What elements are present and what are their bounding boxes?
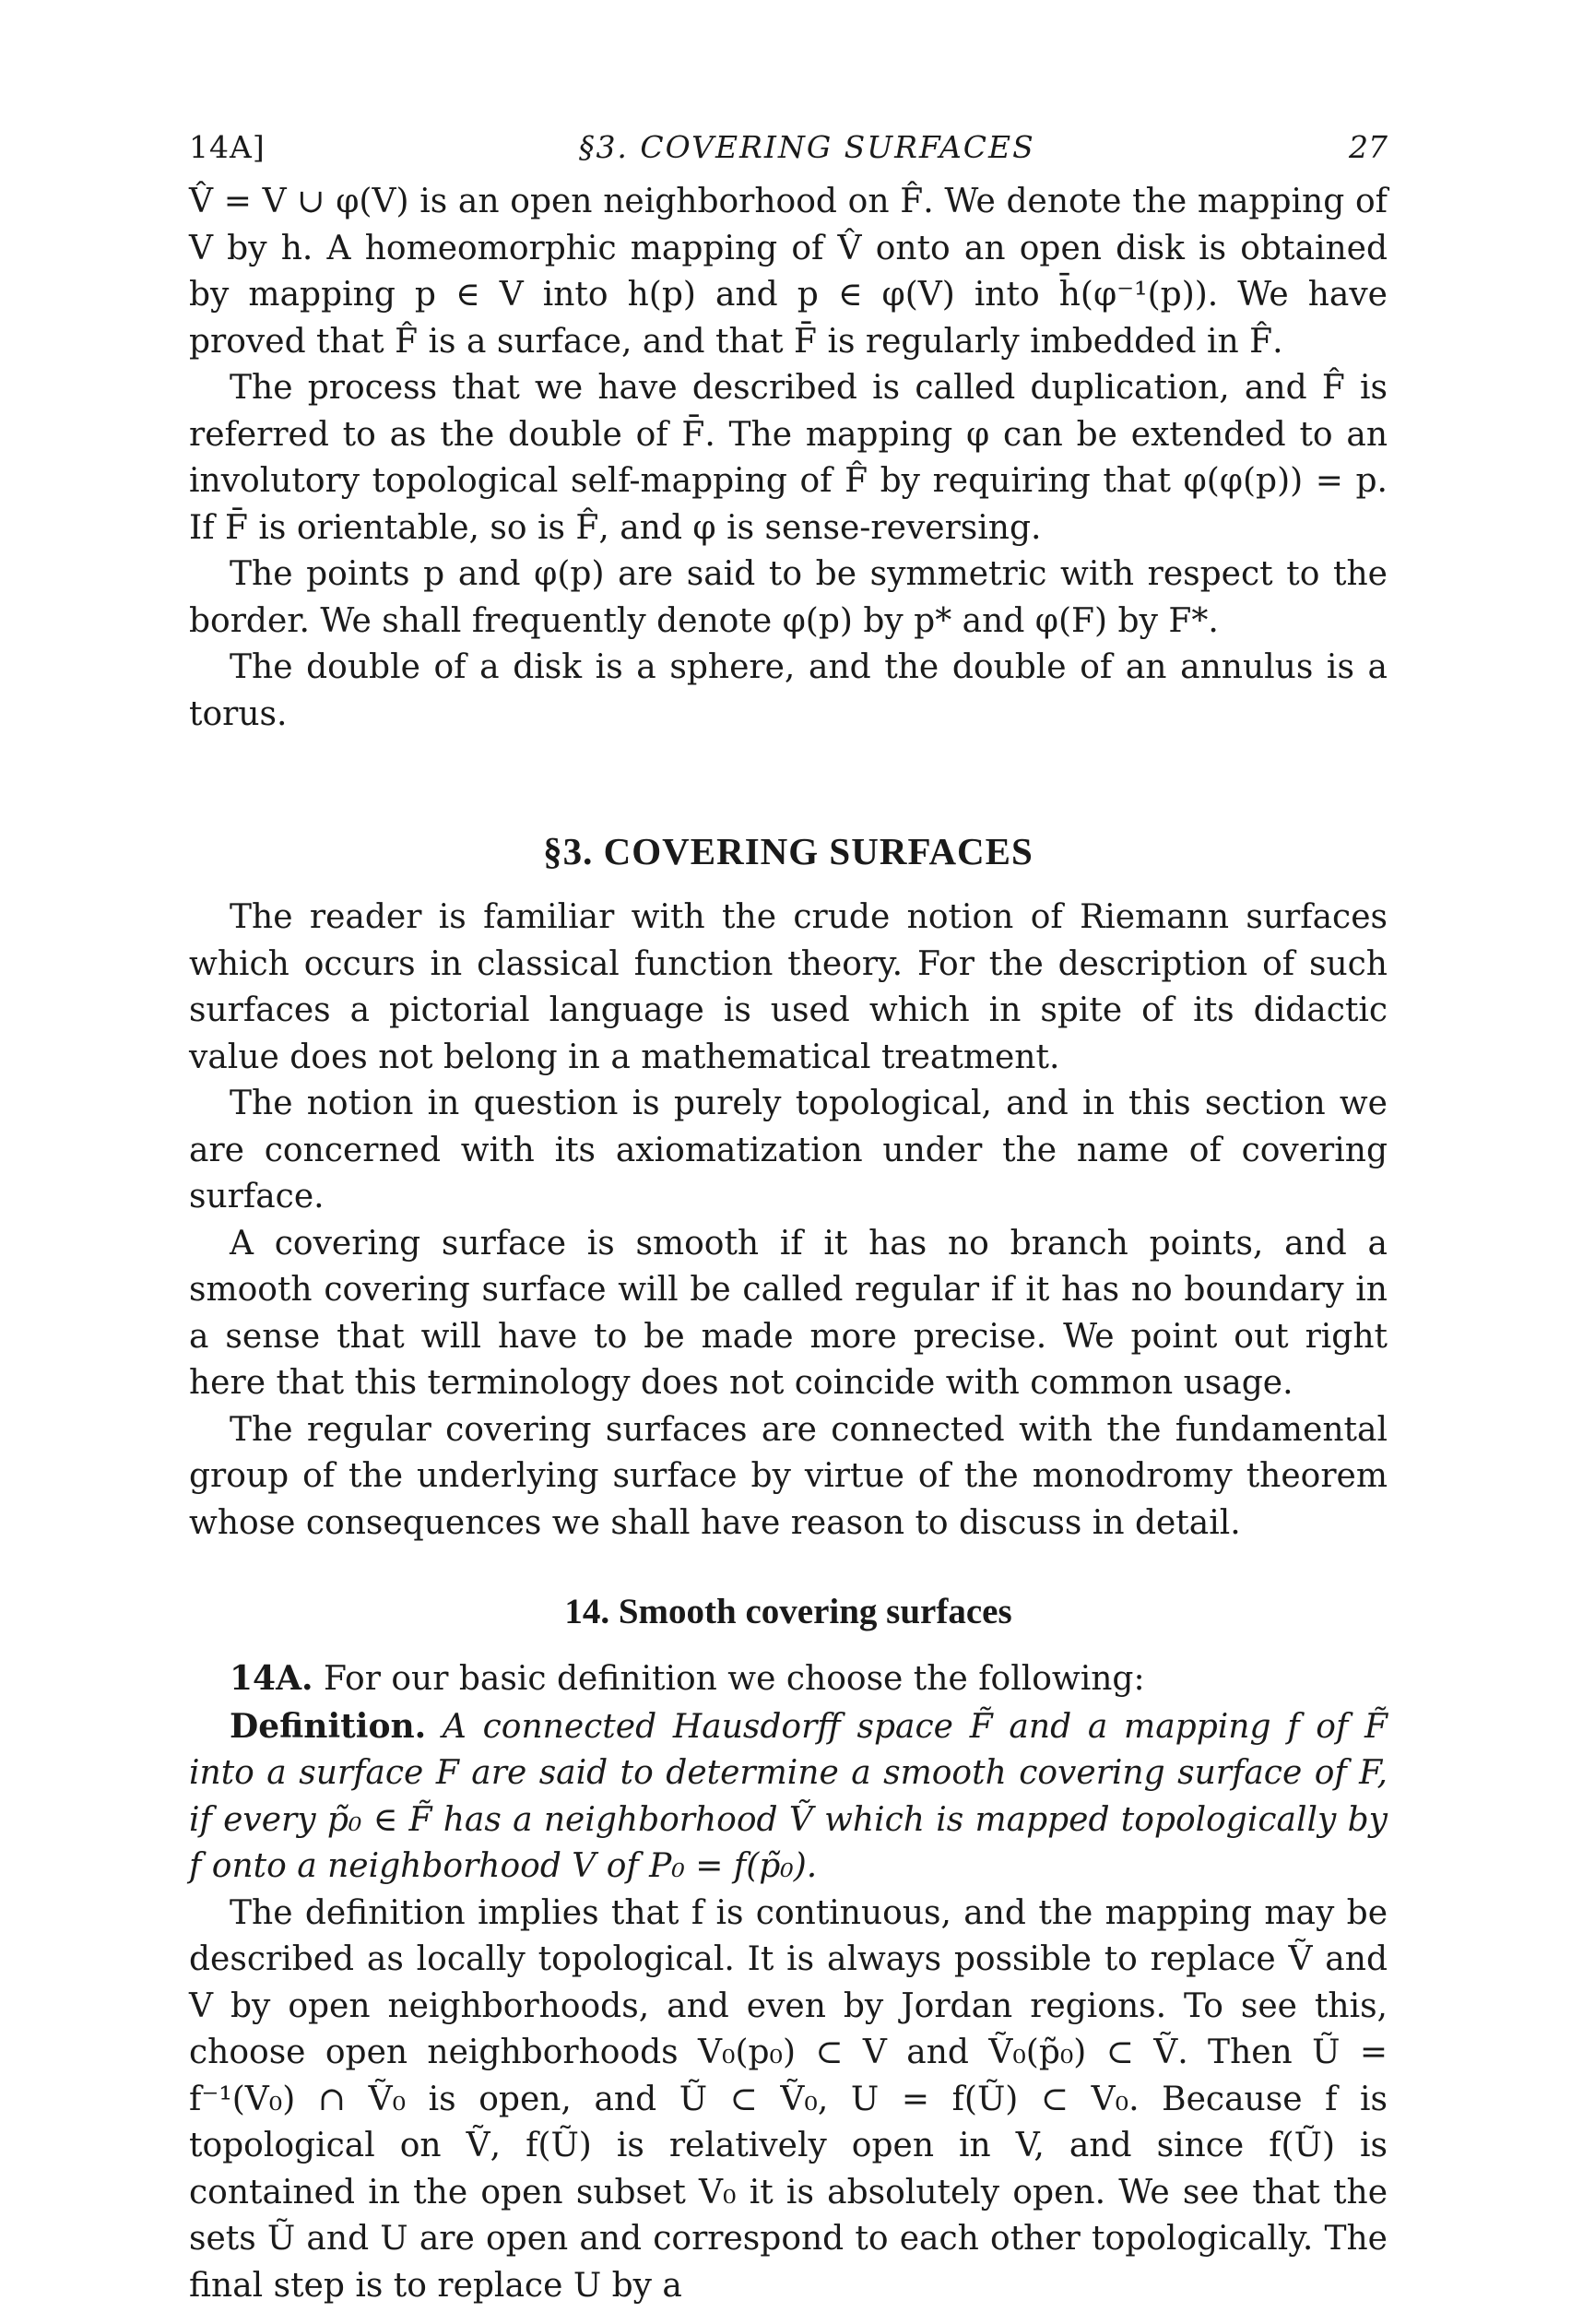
running-head-chapter-title: §3. COVERING SURFACES	[578, 129, 1035, 165]
running-head	[189, 129, 1388, 166]
item-label: 14A.	[230, 1659, 313, 1698]
item-text: For our basic definition we choose the following:	[324, 1660, 1145, 1698]
intro-paragraph: The process that we have described is called duplication, and F̂ is referred to as the double of F̄. The mapping φ can be extended to an involutory topological self-mapping of F̂ by requiring that φ(φ(p)) = p. If F̄ is orientable, so is F̂, and φ is sense-reversing.	[189, 369, 1388, 547]
item-paragraph	[189, 1655, 1388, 1703]
book-page	[189, 129, 1388, 2309]
closing-paragraph: The definition implies that f is continuous, and the mapping may be described as locally topological. It is always possible to replace Ṽ and V by open neighborhoods, and even by Jordan regions. To see this, choose open neighborhoods V₀(p₀) ⊂ V and Ṽ₀(p̃₀) ⊂ Ṽ. Then Ũ = f⁻¹(V₀) ∩ Ṽ₀ is open, and Ũ ⊂ Ṽ₀, U = f(Ũ) ⊂ V₀. Because f is topological on Ṽ, f(Ũ) is relatively open in V, and since f(Ũ) is contained in the open subset V₀ it is absolutely open. We see that the sets Ũ and U are open and correspond to each other topologically. The final step is to replace U by a	[189, 1893, 1388, 2305]
intro-paragraph: The double of a disk is a sphere, and the double of an annulus is a torus.	[189, 648, 1388, 733]
page-number: 27	[1348, 129, 1388, 165]
intro-paragraph: The points p and φ(p) are said to be symmetric with respect to the border. We shall frequently denote φ(p) by p* and φ(F) by F*.	[189, 555, 1388, 640]
definition-text: A connected Hausdorff space F̃ and a mapping f of F̃ into a surface F are said to determine a smooth covering surface of F, if every p̃₀ ∈ F̃ has a neighborhood Ṽ which is mapped topologically by f onto a neighborhood V of P₀ = f(p̃₀).	[189, 1707, 1388, 1885]
subsection-heading: 14. Smooth covering surfaces	[564, 1592, 1012, 1631]
running-head-section-ref: 14A]	[189, 129, 266, 165]
section-paragraph: The notion in question is purely topological, and in this section we are concerned with its axiomatization under the name of covering surface.	[189, 1085, 1388, 1215]
intro-paragraph: V̂ = V ∪ φ(V) is an open neighborhood on F̂. We denote the mapping of V by h. A homeomorphic mapping of V̂ onto an open disk is obtained by mapping p ∈ V into h(p) and p ∈ φ(V) into h̄(φ⁻¹(p)). We have proved that F̂ is a surface, and that F̄ is regularly imbedded in F̂.	[189, 183, 1388, 361]
section-paragraph: The regular covering surfaces are connected with the fundamental group of the underlying surface by virtue of the monodromy theorem whose consequences we shall have reason to discuss in detail.	[189, 1410, 1388, 1542]
definition-paragraph	[189, 1703, 1388, 1891]
definition-label: Definition.	[230, 1706, 427, 1746]
section-heading: §3. COVERING SURFACES	[543, 830, 1034, 872]
section-paragraph: The reader is familiar with the crude notion of Riemann surfaces which occurs in classical function theory. For the description of such surfaces a pictorial language is used which in spite of its didactic value does not belong in a mathematical treatment.	[189, 898, 1388, 1076]
section-paragraph: A covering surface is smooth if it has no branch points, and a smooth covering surface will be called regular if it has no boundary in a sense that will have to be made more precise. We point out right here that this terminology does not coincide with common usage.	[189, 1224, 1388, 1402]
